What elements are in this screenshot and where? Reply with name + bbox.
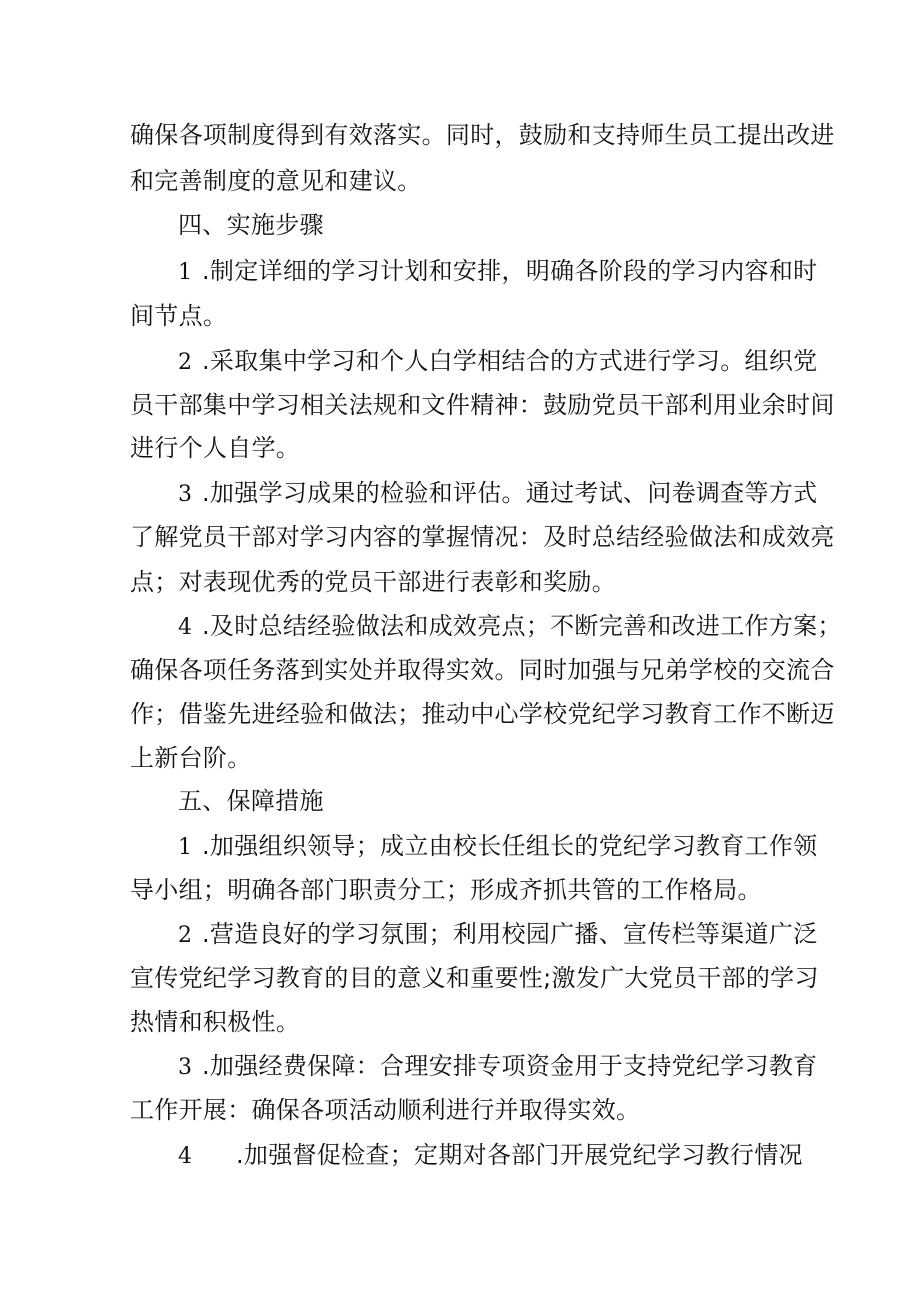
list-item — [178, 476, 858, 512]
list-item — [178, 609, 858, 645]
item-text: .制定详细的学习计划和安排，明确各阶段的学习内容和时 — [202, 257, 818, 285]
text-line: 确保各项制度得到有效落实。同时，鼓励和支持师生员工提出改进 — [130, 121, 835, 149]
list-item — [178, 1049, 858, 1085]
item-text: .加强经费保障：合理安排专项资金用于支持党纪学习教育 — [202, 1052, 818, 1080]
item-text: .加强督促检查；定期对各部门开展党纪学习教行情况 — [236, 1141, 803, 1169]
text-line: 进行个人自学。 — [130, 434, 301, 462]
list-item — [178, 917, 858, 953]
item-number: 4 — [178, 615, 193, 640]
list-item — [178, 829, 858, 865]
text-line: 热情和积极性。 — [130, 1008, 301, 1036]
text-line: 确保各项任务落到实处并取得实效。同时加强与兄弟学校的交流合 — [130, 656, 835, 684]
text-line: 员干部集中学习相关法规和文件精神：鼓励党员干部利用业余时间 — [130, 391, 835, 419]
list-item — [178, 254, 858, 290]
item-text: .采取集中学习和个人白学相结合的方式进行学习。组织党 — [202, 347, 818, 375]
text-line: 工作开展：确保各项活动顺利进行并取得实效。 — [130, 1096, 641, 1124]
text-line: 导小组；明确各部门职责分工；形成齐抓共管的工作格局。 — [130, 876, 762, 904]
section-heading: 四、实施步骤 — [178, 211, 324, 239]
section-heading: 五、保障措施 — [178, 787, 324, 815]
item-text: .加强学习成果的检验和评估。通过考试、问卷调查等方式 — [202, 479, 818, 507]
item-number: 1 — [178, 260, 193, 285]
text-line: 和完善制度的意见和建议。 — [130, 167, 422, 195]
text-line: 作；借鉴先进经验和做法；推动中心学校党纪学习教育工作不断迈 — [130, 700, 835, 728]
text-line: 间节点。 — [130, 302, 228, 330]
item-text: .及时总结经验做法和成效亮点；不断完善和改进工作方案； — [202, 612, 842, 640]
text-line: 了解党员干部对学习内容的掌握情况：及时总结经验做法和成效亮 — [130, 523, 835, 551]
item-number: 2 — [178, 923, 193, 948]
item-text: .营造良好的学习氛围；利用校园广播、宣传栏等渠道广泛 — [202, 920, 818, 948]
list-item — [178, 1138, 858, 1174]
item-number: 3 — [178, 482, 193, 507]
text-line: 点；对表现优秀的党员干部进行表彰和奖励。 — [130, 568, 616, 596]
item-number: 1 — [178, 835, 193, 860]
text-line: 上新台阶。 — [130, 744, 252, 772]
item-text: .加强组织领导；成立由校长任组长的党纪学习教育工作领 — [202, 832, 818, 860]
text-line: 宣传党纪学习教育的目的意义和重要性;激发广大党员干部的学习 — [130, 964, 819, 992]
item-number: 4 — [178, 1144, 193, 1169]
item-number: 2 — [178, 350, 193, 375]
item-number: 3 — [178, 1055, 193, 1080]
list-item — [178, 344, 858, 380]
